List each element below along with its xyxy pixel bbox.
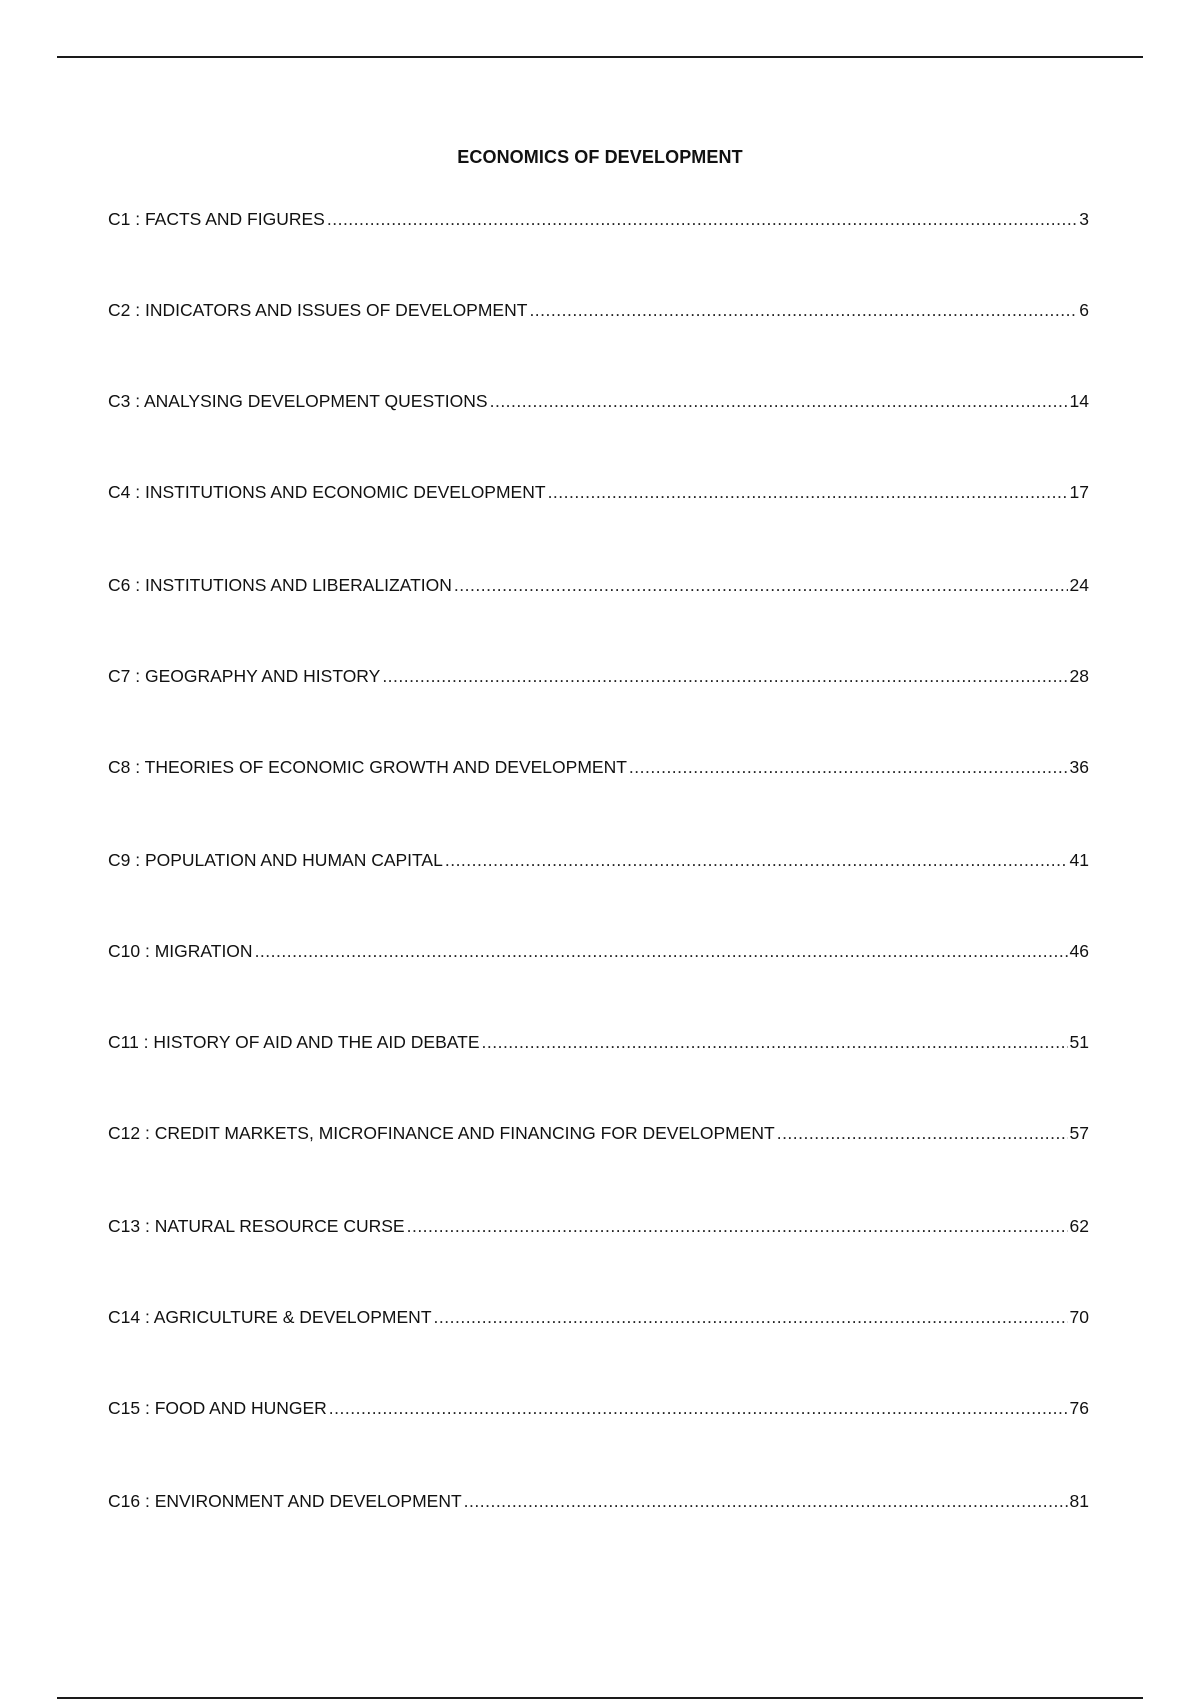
- toc-entry-label: C12 : CREDIT MARKETS, MICROFINANCE AND FINANCING FOR DEVELOPMENT: [108, 1123, 775, 1143]
- toc-entry-label: C11 : HISTORY OF AID AND THE AID DEBATE: [108, 1032, 480, 1052]
- dot-leader: [629, 755, 1068, 779]
- dot-leader: [464, 1489, 1068, 1513]
- toc-entry-c9[interactable]: [108, 848, 1089, 872]
- toc-entry-page: 46: [1069, 941, 1089, 961]
- footer-rule: [57, 1697, 1143, 1699]
- toc-entry-label: C1 : FACTS AND FIGURES: [108, 209, 325, 229]
- toc-entry-label: C13 : NATURAL RESOURCE CURSE: [108, 1216, 405, 1236]
- toc-entry-label: C16 : ENVIRONMENT AND DEVELOPMENT: [108, 1491, 462, 1511]
- dot-leader: [407, 1214, 1068, 1238]
- toc-entry-c12[interactable]: [108, 1121, 1089, 1145]
- toc-entry-page: 24: [1069, 575, 1089, 595]
- dot-leader: [777, 1121, 1068, 1145]
- toc-entry-page: 62: [1069, 1216, 1089, 1236]
- toc-entry-label: C14 : AGRICULTURE & DEVELOPMENT: [108, 1307, 432, 1327]
- dot-leader: [529, 298, 1077, 322]
- toc-entry-page: 36: [1069, 757, 1089, 777]
- toc-entry-c6[interactable]: [108, 573, 1089, 597]
- toc-entry-label: C2 : INDICATORS AND ISSUES OF DEVELOPMENT: [108, 300, 528, 320]
- dot-leader: [327, 207, 1077, 231]
- toc-entry-page: 70: [1069, 1307, 1089, 1327]
- toc-entry-c11[interactable]: [108, 1030, 1089, 1054]
- toc-entry-c7[interactable]: [108, 664, 1089, 688]
- toc-entry-page: 3: [1079, 209, 1089, 229]
- dot-leader: [490, 389, 1068, 413]
- dot-leader: [434, 1305, 1068, 1329]
- toc-entry-label: C15 : FOOD AND HUNGER: [108, 1398, 327, 1418]
- dot-leader: [482, 1030, 1068, 1054]
- toc-entry-c4[interactable]: [108, 480, 1089, 504]
- toc-entry-page: 51: [1069, 1032, 1089, 1052]
- dot-leader: [255, 939, 1068, 963]
- toc-entry-c8[interactable]: [108, 755, 1089, 779]
- toc-entry-c14[interactable]: [108, 1305, 1089, 1329]
- toc-entry-label: C9 : POPULATION AND HUMAN CAPITAL: [108, 850, 443, 870]
- toc-entry-c13[interactable]: [108, 1214, 1089, 1238]
- dot-leader: [445, 848, 1068, 872]
- toc-entry-c3[interactable]: [108, 389, 1089, 413]
- toc-entry-c1[interactable]: [108, 207, 1089, 231]
- toc-entry-label: C6 : INSTITUTIONS AND LIBERALIZATION: [108, 575, 452, 595]
- toc-entry-c16[interactable]: [108, 1489, 1089, 1513]
- dot-leader: [548, 480, 1068, 504]
- dot-leader: [329, 1396, 1068, 1420]
- toc-entry-page: 76: [1069, 1398, 1089, 1418]
- toc-entry-label: C3 : ANALYSING DEVELOPMENT QUESTIONS: [108, 391, 488, 411]
- toc-entry-c15[interactable]: [108, 1396, 1089, 1420]
- toc-entry-page: 6: [1079, 300, 1089, 320]
- toc-entry-c10[interactable]: [108, 939, 1089, 963]
- dot-leader: [382, 664, 1067, 688]
- toc-entry-label: C7 : GEOGRAPHY AND HISTORY: [108, 666, 381, 686]
- toc-entry-c2[interactable]: [108, 298, 1089, 322]
- dot-leader: [454, 573, 1068, 597]
- toc-entry-label: C8 : THEORIES OF ECONOMIC GROWTH AND DEVELOPMENT: [108, 757, 627, 777]
- toc-entry-page: 14: [1069, 391, 1089, 411]
- toc-entry-page: 17: [1069, 482, 1089, 502]
- document-title: ECONOMICS OF DEVELOPMENT: [457, 147, 743, 167]
- table-of-contents: [108, 0, 1089, 1700]
- toc-entry-page: 81: [1069, 1491, 1089, 1511]
- toc-entry-page: 57: [1069, 1123, 1089, 1143]
- toc-entry-label: C4 : INSTITUTIONS AND ECONOMIC DEVELOPMENT: [108, 482, 546, 502]
- toc-entry-page: 28: [1069, 666, 1089, 686]
- toc-entry-page: 41: [1069, 850, 1089, 870]
- toc-entry-label: C10 : MIGRATION: [108, 941, 253, 961]
